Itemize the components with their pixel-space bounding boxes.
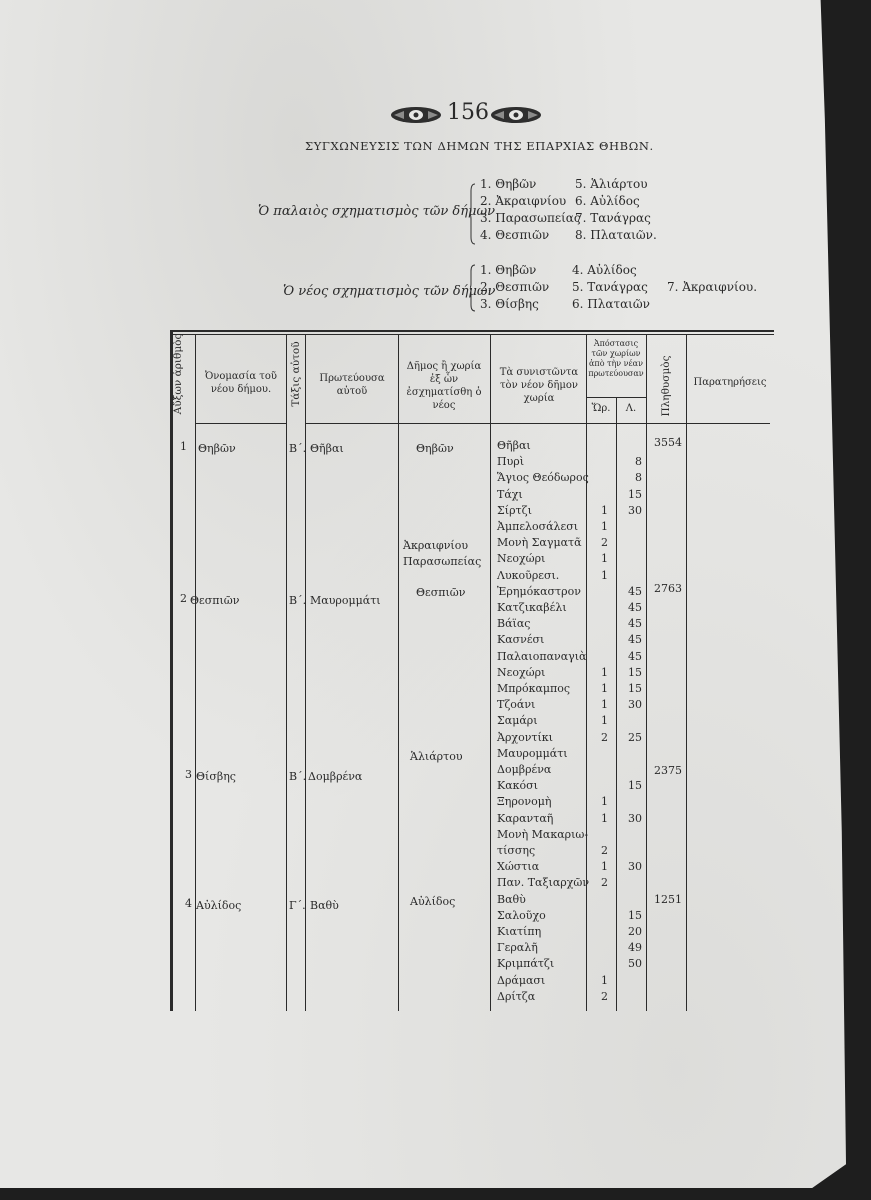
minutes-cell: 45 — [628, 650, 642, 663]
minutes-cell: 30 — [628, 812, 642, 825]
old-scheme-item: 7. Τανάγρας — [575, 211, 651, 225]
minutes-cell: 45 — [628, 585, 642, 598]
village-cell: Μονὴ Σαγματᾶ — [497, 536, 582, 549]
new-scheme-item: 6. Πλαταιῶν — [572, 297, 650, 311]
old-scheme-item: 8. Πλαταιῶν. — [575, 228, 657, 242]
village-cell: Νεοχώρι — [497, 552, 546, 565]
village-cell: Σίρτζι — [497, 504, 532, 517]
header-remarks: Παρατηρήσεις — [693, 377, 767, 388]
source-cell: Παρασωπείας — [403, 555, 482, 568]
header-distance: Ἀπόστασις τῶν χωρίων ἀπὸ τὴν νέαν πρωτεύουσαν — [588, 339, 644, 378]
col-divider — [286, 335, 287, 1011]
name-cell: Θεσπιῶν — [190, 594, 240, 607]
village-cell: Ἀμπελοσάλεσι — [497, 520, 579, 533]
village-cell: Θῆβαι — [497, 439, 531, 452]
minutes-cell: 15 — [628, 488, 642, 501]
minutes-cell: 45 — [628, 601, 642, 614]
source-cell: Ἀκραιφνίου — [403, 539, 469, 552]
minutes-cell: 20 — [628, 925, 642, 938]
hours-cell: 1 — [601, 974, 608, 987]
population-cell: 2763 — [654, 582, 682, 595]
minutes-cell: 15 — [628, 666, 642, 679]
name-cell: Αὐλίδος — [196, 899, 242, 912]
village-cell: Μαυρομμάτι — [497, 747, 568, 760]
header-capital: Πρωτεύουσα αὐτοῦ — [319, 373, 385, 397]
hours-cell: 1 — [601, 666, 608, 679]
village-cell: Κιατίπη — [497, 925, 542, 938]
village-cell: Σαμάρι — [497, 714, 538, 727]
col-divider — [686, 335, 687, 1011]
population-cell: 3554 — [654, 436, 682, 449]
village-cell: Βαθὺ — [497, 893, 526, 906]
minutes-cell: 30 — [628, 504, 642, 517]
name-cell: Θηβῶν — [198, 442, 236, 455]
header-underline — [196, 423, 286, 424]
class-cell: Β΄. — [289, 770, 307, 783]
header-minutes: Λ. — [625, 403, 637, 414]
source-cell: Αὐλίδος — [410, 895, 456, 908]
minutes-cell: 50 — [628, 957, 642, 970]
header-from: Δῆμος ἢ χωρία ἐξ ὧν ἐσχηματίσθη ὁ νέος — [406, 361, 482, 411]
serial-cell: 4 — [185, 897, 192, 910]
old-scheme-item: 6. Αὐλίδος — [575, 194, 640, 208]
source-cell: Θεσπιῶν — [416, 586, 466, 599]
village-cell: Μονὴ Μακαριω- — [497, 828, 589, 841]
table-top-rule — [170, 330, 774, 332]
header-underline — [399, 423, 490, 424]
old-scheme-label: Ὁ παλαιὸς σχηματισμὸς τῶν δήμων — [258, 204, 495, 219]
village-cell: Βάϊας — [497, 617, 531, 630]
new-scheme-item: 3. Θίσβης — [480, 297, 539, 311]
old-scheme-item: 2. Ἀκραιφνίου — [480, 194, 567, 208]
village-cell: Γεραλῆ — [497, 941, 538, 954]
village-cell: Ἀρχοντίκι — [497, 731, 553, 744]
header-villages: Τὰ συνιστῶντα τὸν νέον δῆμον χωρία — [499, 367, 579, 404]
hours-cell: 2 — [601, 731, 608, 744]
village-cell: Λυκοῦρεσι. — [497, 569, 560, 582]
col-divider — [646, 335, 647, 1011]
header-underline — [491, 423, 586, 424]
village-cell: τίσσης — [497, 844, 536, 857]
right-ornament-icon — [490, 105, 542, 125]
page-title: ΣΥΓΧΩΝΕΥΣΙΣ ΤΩΝ ΔΗΜΩΝ ΤΗΣ ΕΠΑΡΧΙΑΣ ΘΗΒΩΝ. — [305, 139, 654, 153]
header-name: Ὀνομασία τοῦ νέου δήμου. — [205, 371, 277, 395]
page-number: 156 — [447, 100, 489, 125]
new-scheme-label: Ὁ νέος σχηματισμὸς τῶν δήμων — [283, 284, 496, 299]
new-scheme-item: 7. Ἀκραιφνίου. — [667, 280, 758, 294]
hours-cell: 1 — [601, 569, 608, 582]
hours-cell: 1 — [601, 520, 608, 533]
minutes-cell: 8 — [635, 471, 642, 484]
hours-cell: 1 — [601, 698, 608, 711]
new-scheme-item: 1. Θηβῶν — [480, 263, 537, 277]
minutes-cell: 8 — [635, 455, 642, 468]
hours-cell: 2 — [601, 876, 608, 889]
serial-cell: 1 — [180, 440, 187, 453]
minutes-cell: 49 — [628, 941, 642, 954]
col-divider — [490, 335, 491, 1011]
new-scheme-item: 5. Τανάγρας — [572, 280, 648, 294]
table-top-rule-thin — [170, 334, 774, 335]
header-underline — [306, 423, 398, 424]
village-cell: Κατζικαβέλι — [497, 601, 567, 614]
header-underline — [587, 423, 646, 424]
capital-cell: Μαυρομμάτι — [310, 594, 381, 607]
minutes-cell: 15 — [628, 779, 642, 792]
hours-cell: 2 — [601, 844, 608, 857]
minutes-cell: 30 — [628, 860, 642, 873]
hours-cell: 1 — [601, 860, 608, 873]
serial-cell: 3 — [185, 768, 192, 781]
class-cell: Γ΄. — [289, 899, 306, 912]
hours-cell: 2 — [601, 990, 608, 1003]
old-scheme-item: 1. Θηβῶν — [480, 177, 537, 191]
header-underline — [687, 423, 770, 424]
minutes-cell: 45 — [628, 633, 642, 646]
name-cell: Θίσβης — [196, 770, 236, 783]
hours-cell: 1 — [601, 552, 608, 565]
old-scheme-item: 5. Ἁλιάρτου — [575, 177, 648, 191]
minutes-cell: 15 — [628, 682, 642, 695]
village-cell: Ἐρημόκαστρον — [497, 585, 581, 598]
village-cell: Ἅγιος Θεόδωρος — [497, 471, 589, 484]
village-cell: Χώστια — [497, 860, 540, 873]
source-cell: Θηβῶν — [416, 442, 454, 455]
header-hours: Ὥρ. — [591, 403, 611, 414]
new-scheme-brace-icon — [470, 264, 476, 312]
village-cell: Ξηρονομὴ — [497, 795, 552, 808]
class-cell: Β΄. — [289, 442, 307, 455]
village-cell: Δρίτζα — [497, 990, 536, 1003]
village-cell: Τάχι — [497, 488, 523, 501]
population-cell: 2375 — [654, 764, 682, 777]
serial-cell: 2 — [180, 592, 187, 605]
village-cell: Κασνέσι — [497, 633, 545, 646]
hours-cell: 1 — [601, 714, 608, 727]
new-scheme-item: 4. Αὐλίδος — [572, 263, 637, 277]
left-ornament-icon — [390, 105, 442, 125]
header-class: Τάξις αὐτοῦ — [290, 341, 302, 407]
new-scheme-item: 2. Θεσπιῶν — [480, 280, 550, 294]
village-cell: Κριμπάτζι — [497, 957, 555, 970]
old-scheme-brace-icon — [470, 183, 476, 245]
col-divider — [616, 398, 617, 1011]
old-scheme-item: 3. Παρασωπείας — [480, 211, 581, 225]
hours-cell: 1 — [601, 795, 608, 808]
village-cell: Σαλοῦχο — [497, 909, 546, 922]
source-cell: Ἁλιάρτου — [410, 750, 463, 763]
village-cell: Μπρόκαμπος — [497, 682, 571, 695]
class-cell: Β΄. — [289, 594, 307, 607]
village-cell: Τζοάνι — [497, 698, 536, 711]
village-cell: Καρανταῆ — [497, 812, 554, 825]
capital-cell: Θῆβαι — [310, 442, 344, 455]
minutes-cell: 30 — [628, 698, 642, 711]
hours-cell: 1 — [601, 682, 608, 695]
village-cell: Δομβρένα — [497, 763, 552, 776]
old-scheme-item: 4. Θεσπιῶν — [480, 228, 550, 242]
village-cell: Παν. Ταξιαρχῶν — [497, 876, 590, 889]
header-serial: Αὔξων ἀριθμὸς — [172, 333, 184, 415]
minutes-cell: 25 — [628, 731, 642, 744]
col-divider — [398, 335, 399, 1011]
hours-cell: 1 — [601, 504, 608, 517]
village-cell: Παλαιοπαναγιὰ — [497, 650, 587, 663]
subheader-rule — [586, 397, 646, 398]
col-divider — [586, 335, 587, 1011]
capital-cell: Βαθὺ — [310, 899, 339, 912]
village-cell: Νεοχώρι — [497, 666, 546, 679]
population-cell: 1251 — [654, 893, 682, 906]
village-cell: Κακόσι — [497, 779, 538, 792]
minutes-cell: 45 — [628, 617, 642, 630]
village-cell: Δράμασι — [497, 974, 546, 987]
capital-cell: Δομβρένα — [308, 770, 363, 783]
header-population: Πληθυσμὸς — [660, 355, 672, 417]
table-left-border — [170, 331, 173, 1011]
hours-cell: 1 — [601, 812, 608, 825]
village-cell: Πυρὶ — [497, 455, 525, 468]
hours-cell: 2 — [601, 536, 608, 549]
minutes-cell: 15 — [628, 909, 642, 922]
